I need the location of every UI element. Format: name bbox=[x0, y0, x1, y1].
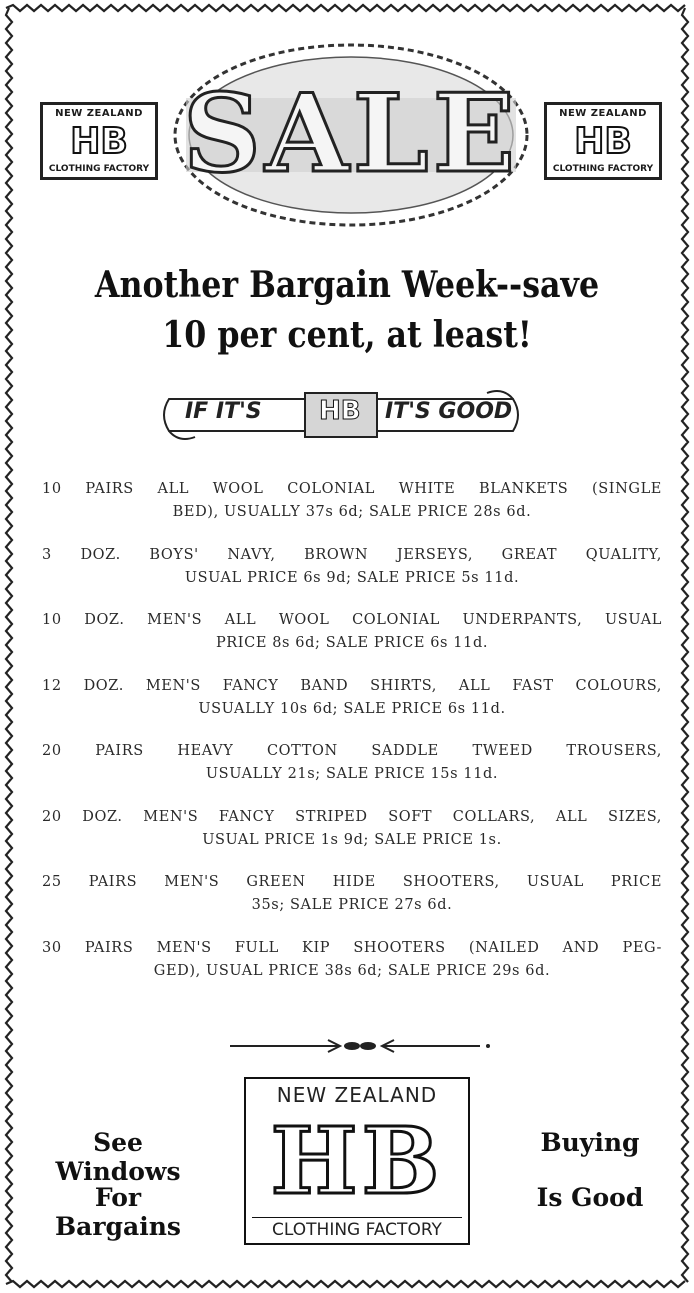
item-line-1: 20 DOZ. MEN'S FANCY STRIPED SOFT COLLARS, ALL SIZES, bbox=[42, 808, 662, 825]
sale-items-list bbox=[42, 478, 662, 1002]
item-line-2: USUALLY 10s 6d; SALE PRICE 6s 11d. bbox=[198, 700, 506, 717]
logo-bottom-text: CLOTHING FACTORY bbox=[252, 1217, 462, 1240]
badge-left-mark: HB bbox=[70, 121, 128, 162]
item-line-2: USUALLY 21s; SALE PRICE 15s 11d. bbox=[205, 766, 499, 782]
divider-ornament bbox=[230, 1036, 492, 1056]
badge-left-bottom: CLOTHING FACTORY bbox=[48, 164, 150, 174]
list-item bbox=[42, 871, 662, 917]
item-line-1: 12 DOZ. MEN'S FANCY BAND SHIRTS, ALL FAST COLOURS, bbox=[42, 677, 662, 694]
item-line-2: PRICE 8s 6d; SALE PRICE 6s 11d. bbox=[215, 635, 489, 651]
list-item bbox=[42, 806, 662, 852]
footer-left-line-1: See Windows bbox=[55, 1128, 181, 1186]
sale-title: SALE bbox=[182, 71, 520, 197]
list-item bbox=[42, 609, 662, 655]
list-item bbox=[42, 740, 662, 786]
hb-badge-left bbox=[40, 102, 158, 180]
badge-right-bottom: CLOTHING FACTORY bbox=[552, 164, 654, 174]
headline-line-2: 10 per cent, at least! bbox=[162, 314, 532, 356]
badge-left-top: NEW ZEALAND bbox=[55, 108, 143, 119]
motto-scroll bbox=[155, 385, 527, 447]
item-line-2: 35s; SALE PRICE 27s 6d. bbox=[251, 897, 453, 913]
item-line-2: USUAL PRICE 6s 9d; SALE PRICE 5s 11d. bbox=[184, 569, 520, 586]
footer-right-line-1: Buying bbox=[540, 1128, 640, 1157]
motto-right-text: IT'S GOOD bbox=[385, 399, 513, 424]
logo-mark: HB bbox=[270, 1107, 444, 1215]
motto-mark: HB bbox=[319, 396, 361, 426]
item-line-1: 10 DOZ. MEN'S ALL WOOL COLONIAL UNDERPANTS, USUAL bbox=[42, 612, 662, 628]
badge-right-top: NEW ZEALAND bbox=[559, 108, 647, 119]
list-item bbox=[42, 478, 662, 524]
item-line-2: USUAL PRICE 1s 9d; SALE PRICE 1s. bbox=[202, 831, 502, 848]
motto-left-text: IF IT'S bbox=[185, 399, 262, 424]
footer-left-line-2: For Bargains bbox=[55, 1183, 181, 1241]
badge-right-mark: HB bbox=[574, 121, 632, 162]
item-line-1: 10 PAIRS ALL WOOL COLONIAL WHITE BLANKETS (SINGLE bbox=[42, 481, 662, 497]
item-line-1: 3 DOZ. BOYS' NAVY, BROWN JERSEYS, GREAT QUALITY, bbox=[42, 546, 662, 563]
list-item bbox=[42, 544, 662, 590]
hb-badge-right bbox=[544, 102, 662, 180]
item-line-1: 20 PAIRS HEAVY COTTON SADDLE TWEED TROUSERS, bbox=[42, 743, 662, 759]
hb-logo bbox=[244, 1077, 470, 1245]
list-item bbox=[42, 937, 662, 983]
item-line-1: 30 PAIRS MEN'S FULL KIP SHOOTERS (NAILED AND PEG- bbox=[42, 939, 662, 956]
sale-banner bbox=[40, 40, 662, 230]
headline-line-1: Another Bargain Week--save bbox=[94, 264, 600, 306]
item-line-2: GED), USUAL PRICE 38s 6d; SALE PRICE 29s 6d. bbox=[153, 962, 551, 979]
item-line-1: 25 PAIRS MEN'S GREEN HIDE SHOOTERS, USUAL PRICE bbox=[42, 874, 662, 890]
logo-top-text: NEW ZEALAND bbox=[276, 1083, 438, 1107]
item-line-2: BED), USUALLY 37s 6d; SALE PRICE 28s 6d. bbox=[172, 504, 532, 520]
list-item bbox=[42, 675, 662, 721]
footer-right-line-2: Is Good bbox=[536, 1183, 644, 1212]
